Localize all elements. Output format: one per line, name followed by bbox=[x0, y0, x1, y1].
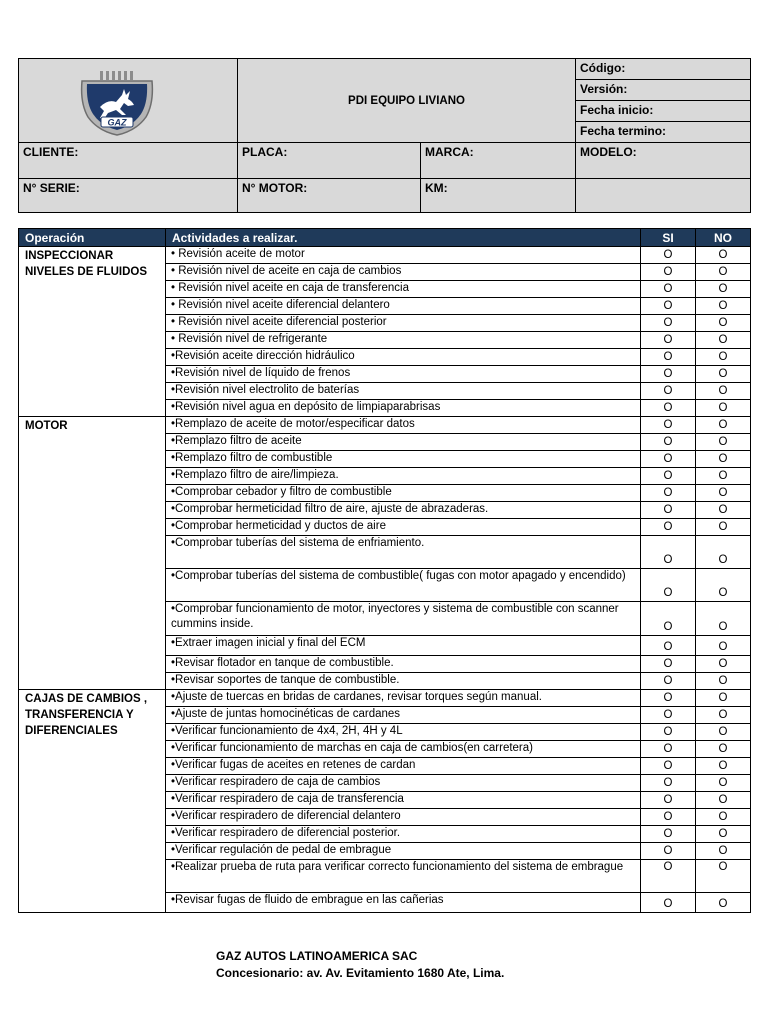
no-checkbox[interactable]: O bbox=[696, 264, 751, 281]
no-checkbox[interactable]: O bbox=[696, 673, 751, 690]
no-checkbox[interactable]: O bbox=[696, 502, 751, 519]
activity-item: •Comprobar funcionamiento de motor, inyectores y sistema de combustible con scanner cummins inside. bbox=[166, 602, 641, 636]
no-checkbox[interactable]: O bbox=[696, 417, 751, 434]
operation-label: MOTOR bbox=[19, 417, 166, 690]
no-checkbox[interactable]: O bbox=[696, 690, 751, 707]
no-checkbox[interactable]: O bbox=[696, 281, 751, 298]
activity-item: •Comprobar hermeticidad filtro de aire, ajuste de abrazaderas. bbox=[166, 502, 641, 519]
gaz-logo-icon bbox=[23, 61, 233, 137]
activity-item: •Remplazo filtro de aceite bbox=[166, 434, 641, 451]
si-checkbox[interactable]: O bbox=[641, 893, 696, 913]
activity-item: •Verificar funcionamiento de marchas en caja de cambios(en carretera) bbox=[166, 741, 641, 758]
si-checkbox[interactable]: O bbox=[641, 519, 696, 536]
logo-cell bbox=[19, 59, 238, 143]
cliente-field: CLIENTE: bbox=[19, 143, 238, 179]
activity-item: •Revisión aceite dirección hidráulico bbox=[166, 349, 641, 366]
activity-item: •Realizar prueba de ruta para verificar correcto funcionamiento del sistema de embrague bbox=[166, 860, 641, 893]
si-checkbox[interactable]: O bbox=[641, 366, 696, 383]
si-checkbox[interactable]: O bbox=[641, 417, 696, 434]
si-checkbox[interactable]: O bbox=[641, 569, 696, 602]
si-checkbox[interactable]: O bbox=[641, 468, 696, 485]
si-checkbox[interactable]: O bbox=[641, 485, 696, 502]
motor-field: N° MOTOR: bbox=[238, 179, 421, 213]
no-checkbox[interactable]: O bbox=[696, 724, 751, 741]
si-checkbox[interactable]: O bbox=[641, 434, 696, 451]
col-operacion: Operación bbox=[19, 229, 166, 247]
no-checkbox[interactable]: O bbox=[696, 741, 751, 758]
si-checkbox[interactable]: O bbox=[641, 247, 696, 264]
si-checkbox[interactable]: O bbox=[641, 758, 696, 775]
checklist-row bbox=[19, 690, 751, 707]
no-checkbox[interactable]: O bbox=[696, 366, 751, 383]
no-checkbox[interactable]: O bbox=[696, 298, 751, 315]
col-no: NO bbox=[696, 229, 751, 247]
si-checkbox[interactable]: O bbox=[641, 349, 696, 366]
activity-item: •Verificar respiradero de diferencial delantero bbox=[166, 809, 641, 826]
no-checkbox[interactable]: O bbox=[696, 860, 751, 893]
no-checkbox[interactable]: O bbox=[696, 349, 751, 366]
operation-label: INSPECCIONAR NIVELES DE FLUIDOS bbox=[19, 247, 166, 417]
company-address: Concesionario: av. Av. Evitamiento 1680 Ate, Lima. bbox=[216, 966, 505, 980]
fecha-termino-field: Fecha termino: bbox=[576, 122, 751, 143]
activity-item: •Revisión nivel de líquido de frenos bbox=[166, 366, 641, 383]
activity-item: • Revisión nivel de refrigerante bbox=[166, 332, 641, 349]
activity-item: • Revisión nivel aceite diferencial delantero bbox=[166, 298, 641, 315]
header-table bbox=[18, 58, 751, 213]
operation-label: CAJAS DE CAMBIOS , TRANSFERENCIA Y DIFERENCIALES bbox=[19, 690, 166, 913]
col-actividades: Actividades a realizar. bbox=[166, 229, 641, 247]
activity-item: •Verificar regulación de pedal de embrague bbox=[166, 843, 641, 860]
checklist-body bbox=[19, 247, 751, 913]
si-checkbox[interactable]: O bbox=[641, 673, 696, 690]
no-checkbox[interactable]: O bbox=[696, 519, 751, 536]
si-checkbox[interactable]: O bbox=[641, 602, 696, 636]
activity-item: •Verificar respiradero de caja de transferencia bbox=[166, 792, 641, 809]
empty-field bbox=[576, 179, 751, 213]
no-checkbox[interactable]: O bbox=[696, 315, 751, 332]
marca-field: MARCA: bbox=[421, 143, 576, 179]
activity-item: •Revisar soportes de tanque de combustible. bbox=[166, 673, 641, 690]
si-checkbox[interactable]: O bbox=[641, 332, 696, 349]
si-checkbox[interactable]: O bbox=[641, 656, 696, 673]
checklist-row bbox=[19, 417, 751, 434]
no-checkbox[interactable]: O bbox=[696, 602, 751, 636]
no-checkbox[interactable]: O bbox=[696, 809, 751, 826]
si-checkbox[interactable]: O bbox=[641, 315, 696, 332]
version-field: Versión: bbox=[576, 80, 751, 101]
si-checkbox[interactable]: O bbox=[641, 792, 696, 809]
si-checkbox[interactable]: O bbox=[641, 741, 696, 758]
activity-item: •Revisión nivel electrolito de baterías bbox=[166, 383, 641, 400]
no-checkbox[interactable]: O bbox=[696, 893, 751, 913]
si-checkbox[interactable]: O bbox=[641, 724, 696, 741]
company-name: GAZ AUTOS LATINOAMERICA SAC bbox=[216, 949, 418, 963]
activity-item: • Revisión nivel aceite diferencial posterior bbox=[166, 315, 641, 332]
si-checkbox[interactable]: O bbox=[641, 843, 696, 860]
si-checkbox[interactable]: O bbox=[641, 264, 696, 281]
activity-item: •Verificar respiradero de diferencial posterior. bbox=[166, 826, 641, 843]
activity-item: •Ajuste de tuercas en bridas de cardanes, revisar torques según manual. bbox=[166, 690, 641, 707]
no-checkbox[interactable]: O bbox=[696, 775, 751, 792]
no-checkbox[interactable]: O bbox=[696, 792, 751, 809]
activity-item: •Comprobar tuberías del sistema de combustible( fugas con motor apagado y encendido) bbox=[166, 569, 641, 602]
no-checkbox[interactable]: O bbox=[696, 569, 751, 602]
activity-item: •Remplazo filtro de aire/limpieza. bbox=[166, 468, 641, 485]
checklist-table bbox=[18, 228, 751, 913]
codigo-field: Código: bbox=[576, 59, 751, 80]
col-si: SI bbox=[641, 229, 696, 247]
si-checkbox[interactable]: O bbox=[641, 809, 696, 826]
no-checkbox[interactable]: O bbox=[696, 826, 751, 843]
footer bbox=[216, 948, 504, 982]
no-checkbox[interactable]: O bbox=[696, 383, 751, 400]
no-checkbox[interactable]: O bbox=[696, 434, 751, 451]
si-checkbox[interactable]: O bbox=[641, 383, 696, 400]
no-checkbox[interactable]: O bbox=[696, 707, 751, 724]
activity-item: •Comprobar tuberías del sistema de enfriamiento. bbox=[166, 536, 641, 569]
si-checkbox[interactable]: O bbox=[641, 451, 696, 468]
si-checkbox[interactable]: O bbox=[641, 298, 696, 315]
serie-field: N° SERIE: bbox=[19, 179, 238, 213]
activity-item: •Verificar funcionamiento de 4x4, 2H, 4H y 4L bbox=[166, 724, 641, 741]
activity-item: •Ajuste de juntas homocinéticas de cardanes bbox=[166, 707, 641, 724]
si-checkbox[interactable]: O bbox=[641, 281, 696, 298]
activity-item: • Revisión aceite de motor bbox=[166, 247, 641, 264]
no-checkbox[interactable]: O bbox=[696, 451, 751, 468]
si-checkbox[interactable]: O bbox=[641, 636, 696, 656]
no-checkbox[interactable]: O bbox=[696, 656, 751, 673]
si-checkbox[interactable]: O bbox=[641, 860, 696, 893]
si-checkbox[interactable]: O bbox=[641, 400, 696, 417]
fecha-inicio-field: Fecha inicio: bbox=[576, 101, 751, 122]
no-checkbox[interactable]: O bbox=[696, 636, 751, 656]
si-checkbox[interactable]: O bbox=[641, 536, 696, 569]
activity-item: •Comprobar hermeticidad y ductos de aire bbox=[166, 519, 641, 536]
activity-item: • Revisión nivel de aceite en caja de cambios bbox=[166, 264, 641, 281]
no-checkbox[interactable]: O bbox=[696, 247, 751, 264]
activity-item: •Remplazo de aceite de motor/especificar datos bbox=[166, 417, 641, 434]
no-checkbox[interactable]: O bbox=[696, 536, 751, 569]
si-checkbox[interactable]: O bbox=[641, 826, 696, 843]
activity-item: • Revisión nivel aceite en caja de transferencia bbox=[166, 281, 641, 298]
activity-item: •Comprobar cebador y filtro de combustible bbox=[166, 485, 641, 502]
svg-text:GAZ: GAZ bbox=[107, 117, 127, 128]
no-checkbox[interactable]: O bbox=[696, 843, 751, 860]
no-checkbox[interactable]: O bbox=[696, 485, 751, 502]
checklist-row bbox=[19, 247, 751, 264]
km-field: KM: bbox=[421, 179, 576, 213]
activity-item: •Extraer imagen inicial y final del ECM bbox=[166, 636, 641, 656]
si-checkbox[interactable]: O bbox=[641, 690, 696, 707]
no-checkbox[interactable]: O bbox=[696, 400, 751, 417]
si-checkbox[interactable]: O bbox=[641, 502, 696, 519]
activity-item: •Revisar flotador en tanque de combustible. bbox=[166, 656, 641, 673]
placa-field: PLACA: bbox=[238, 143, 421, 179]
activity-item: •Revisión nivel agua en depósito de limpiaparabrisas bbox=[166, 400, 641, 417]
document-title: PDI EQUIPO LIVIANO bbox=[238, 59, 576, 143]
no-checkbox[interactable]: O bbox=[696, 332, 751, 349]
si-checkbox[interactable]: O bbox=[641, 707, 696, 724]
activity-item: •Verificar fugas de aceites en retenes de cardan bbox=[166, 758, 641, 775]
activity-item: •Remplazo filtro de combustible bbox=[166, 451, 641, 468]
modelo-field: MODELO: bbox=[576, 143, 751, 179]
activity-item: •Verificar respiradero de caja de cambios bbox=[166, 775, 641, 792]
activity-item: •Revisar fugas de fluido de embrague en las cañerias bbox=[166, 893, 641, 913]
no-checkbox[interactable]: O bbox=[696, 758, 751, 775]
si-checkbox[interactable]: O bbox=[641, 775, 696, 792]
no-checkbox[interactable]: O bbox=[696, 468, 751, 485]
